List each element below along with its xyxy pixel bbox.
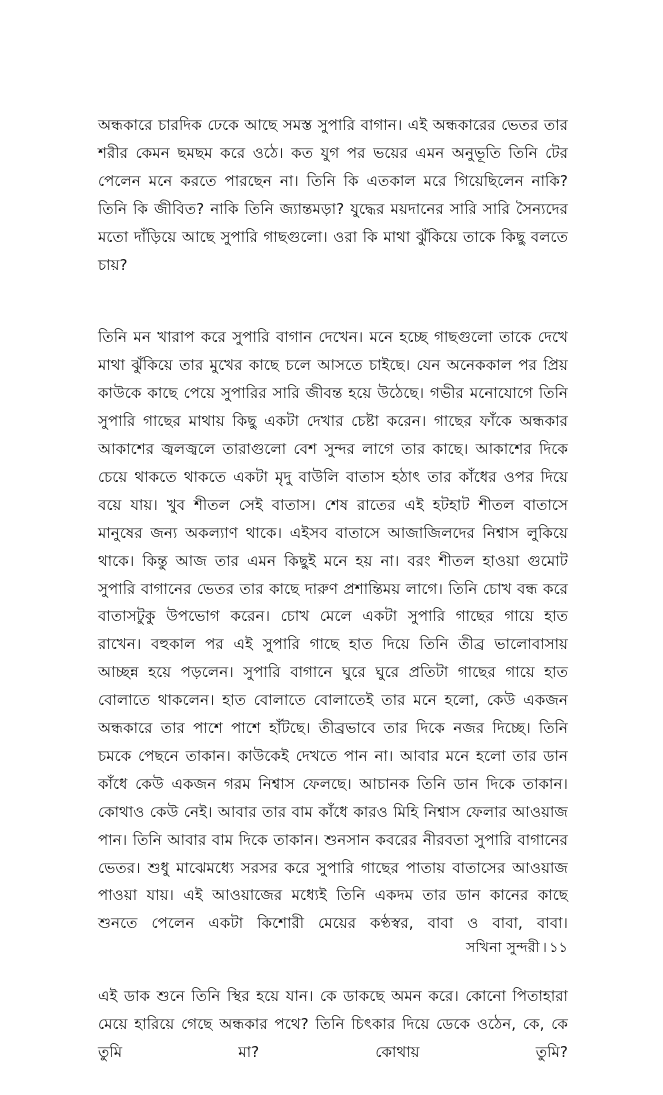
page-footer bbox=[98, 938, 568, 958]
footer-separator: । bbox=[541, 940, 548, 956]
footer-book-title: সখিনা সুন্দরী bbox=[466, 940, 540, 956]
body-paragraph-3: এই ডাক শুনে তিনি স্থির হয়ে যান। কে ডাকছে অমন করে। কোনো পিতাহারা মেয়ে হারিয়ে গেছে অন্ধকার পথে? তিনি চিৎকার দিয়ে ডেকে ওঠেন, কে, কে তুমি মা? কোথায় তুমি? bbox=[98, 987, 568, 1061]
body-paragraph-1: অন্ধকারে চারদিক ঢেকে আছে সমস্ত সুপারি বাগান। এই অন্ধকারের ভেতর তার শরীর কেমন ছমছম করে ওঠে। কত যুগ পর ভয়ের এমন অনুভূতি তিনি টের পেলেন মনে করতে পারছেন না। তিনি কি এতকাল মরে গিয়েছিলেন নাকি? তিনি কি জীবিত? নাকি তিনি জ্যান্তমড়া? যুদ্ধের ময়দানের সারি সারি সৈন্যদের মতো দাঁড়িয়ে আছে সুপারি গাছগুলো। ওরা কি মাথা ঝুঁকিয়ে তাকে কিছু বলতে চায়? bbox=[98, 116, 568, 274]
footer-page-number: ১১ bbox=[549, 940, 568, 956]
body-paragraph-2: তিনি মন খারাপ করে সুপারি বাগান দেখেন। মনে হচ্ছে গাছগুলো তাকে দেখে মাথা ঝুঁকিয়ে তার মুখের কাছে চলে আসতে চাইছে। যেন অনেককাল পর প্রিয় কাউকে কাছে পেয়ে সুপারির সারি জীবন্ত হয়ে উঠেছে। গভীর মনোযোগে তিনি সুপারি গাছের মাথায় কিছু একটা দেখার চেষ্টা করেন। গাছের ফাঁকে অন্ধকার আকাশের জ্বলজ্বলে তারাগুলো বেশ সুন্দর লাগে তার কাছে। আকাশের দিকে চেয়ে থাকতে থাকতে একটা মৃদু বাউলি বাতাস হঠাৎ তার কাঁধের ওপর দিয়ে বয়ে যায়। খুব শীতল সেই বাতাস। শেষ রাতের এই হটহাট শীতল বাতাসে মানুষের জন্য অকল্যাণ থাকে। এইসব বাতাসে আজাজিলদের নিশ্বাস লুকিয়ে থাকে। কিন্তু আজ তার এমন কিছুই মনে হয় না। বরং শীতল হাওয়া গুমোট সুপারি বাগানের ভেতর তার কাছে দারুণ প্রশান্তিময় লাগে। তিনি চোখ বন্ধ করে বাতাসটুকু উপভোগ করেন। চোখ মেলে একটা সুপারি গাছের গায়ে হাত রাখেন। বহুকাল পর এই সুপারি গাছে হাত দিয়ে তিনি তীব্র ভালোবাসায় আচ্ছন্ন হয়ে পড়লেন। সুপারি বাগানে ঘুরে ঘুরে প্রতিটা গাছের গায়ে হাত বোলাতে থাকলেন। হাত বোলাতে বোলাতেই তার মনে হলো, কেউ একজন অন্ধকারে তার পাশে পাশে হাঁটছে। তীব্রভাবে তার দিকে নজর দিচ্ছে। তিনি চমকে পেছনে তাকান। কাউকেই দেখতে পান না। আবার মনে হলো তার ডান কাঁধে কেউ একজন গরম নিশ্বাস ফেলছে। আচানক তিনি ডান দিকে তাকান। কোথাও কেউ নেই। আবার তার বাম কাঁধে কারও মিহি নিশ্বাস ফেলার আওয়াজ পান। তিনি আবার বাম দিকে তাকান। শুনসান কবরের নীরবতা সুপারি বাগানের ভেতর। শুধু মাঝেমধ্যে সরসর করে সুপারি গাছের পাতায় বাতাসের আওয়াজ পাওয়া যায়। এই আওয়াজের মধ্যেই তিনি একদম তার ডান কানের কাছে শুনতে পেলেন একটা কিশোরী মেয়ের কণ্ঠস্বর, বাবা ও বাবা, বাবা। bbox=[98, 328, 568, 933]
